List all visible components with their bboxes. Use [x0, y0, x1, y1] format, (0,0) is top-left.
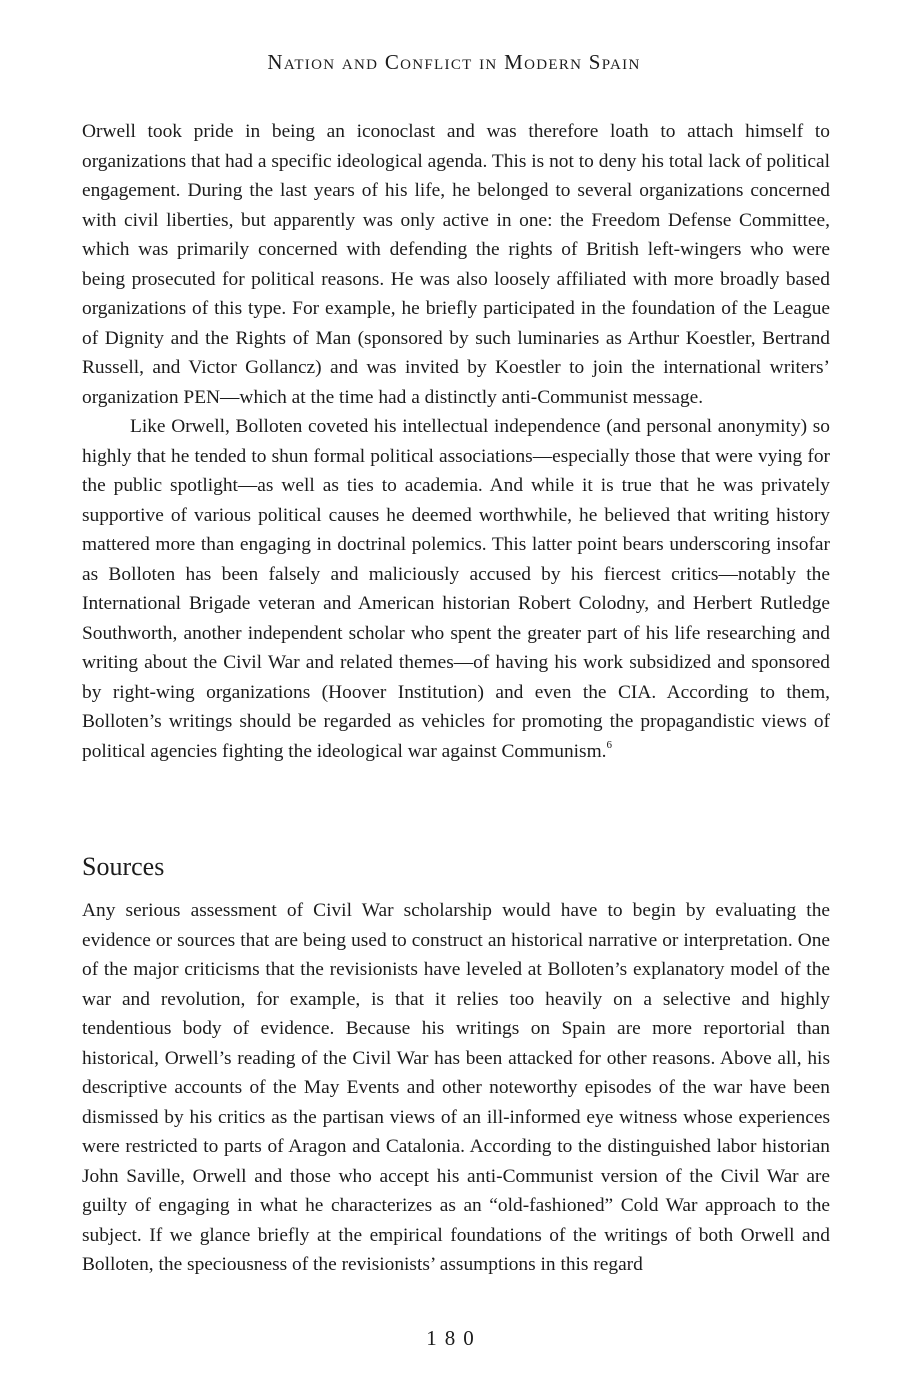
paragraph-text: Orwell took pride in being an iconoclast and was therefore loath to attach himself to organizations that had a specific ideological agenda. This is not to deny his total lack of political engagement. During the last years of his life, he belonged to several organizations concerned with civil liberties, but apparently was only active in one: the Freedom Defense Committee, which was primarily concerned with defending the rights of British left-wingers who were being prosecuted for political reasons. He was also loosely affiliated with more broadly based organizations of this type. For example, he briefly participated in the foundation of the League of Dignity and the Rights of Man (sponsored by such luminaries as Arthur Koestler, Bertrand Russell, and Victor Gollancz) and was invited by Koestler to join the international writers’ organization PEN—which at the time had a distinctly anti-Communist message.	[82, 121, 830, 408]
paragraph-orwell-iconoclast	[82, 117, 830, 412]
section-heading-sources: Sources	[82, 852, 165, 881]
page-number: 180	[426, 1326, 482, 1350]
paragraph-text: Like Orwell, Bolloten coveted his intellectual independence (and personal anonymity) so highly that he tended to shun formal political associations—especially those that were vying for the public spotlight—as well as ties to academia. And while it is true that he was privately supportive of various political causes he deemed worthwhile, he believed that writing history mattered more than engaging in doctrinal polemics. This latter point bears underscoring insofar as Bolloten has been falsely and maliciously accused by his fiercest critics—notably the International Brigade veteran and American historian Robert Colodny, and Herbert Rutledge Southworth, another independent scholar who spent the greater part of his life researching and writing about the Civil War and related themes—of having his work subsidized and sponsored by right-wing organizations (Hoover Institution) and even the CIA. According to them, Bolloten’s writings should be regarded as vehicles for promoting the propagandistic views of political agencies fighting the ideological war against Communism.	[82, 416, 830, 762]
body-text-before-sources	[82, 117, 830, 766]
paragraph-text: Any serious assessment of Civil War scholarship would have to begin by evaluating the evidence or sources that are being used to construct an historical narrative or interpretation. One of the major criticisms that the revisionists have leveled at Bolloten’s explanatory model of the war and revolution, for example, is that it relies too heavily on a selective and highly tendentious body of evidence. Because his writings on Spain are more reportorial than historical, Orwell’s reading of the Civil War has been attacked for other reasons. Above all, his descriptive accounts of the May Events and other noteworthy episodes of the war have been dismissed by his critics as the partisan views of an ill-informed eye witness whose experiences were restricted to parts of Aragon and Catalonia. According to the distinguished labor historian John Saville, Orwell and those who accept his anti-Communist version of the Civil War are guilty of engaging in what he characterizes as an “old-fashioned” Cold War approach to the subject. If we glance briefly at the empirical foundations of the writings of both Orwell and Bolloten, the speciousness of the revisionists’ assumptions in this regard	[82, 900, 830, 1275]
paragraph-bolloten-independence	[82, 412, 830, 766]
footnote-reference[interactable]: 6	[606, 738, 613, 751]
body-text-sources	[82, 896, 830, 1280]
running-head: Nation and Conflict in Modern Spain	[267, 50, 641, 74]
paragraph-sources-assessment	[82, 896, 830, 1280]
